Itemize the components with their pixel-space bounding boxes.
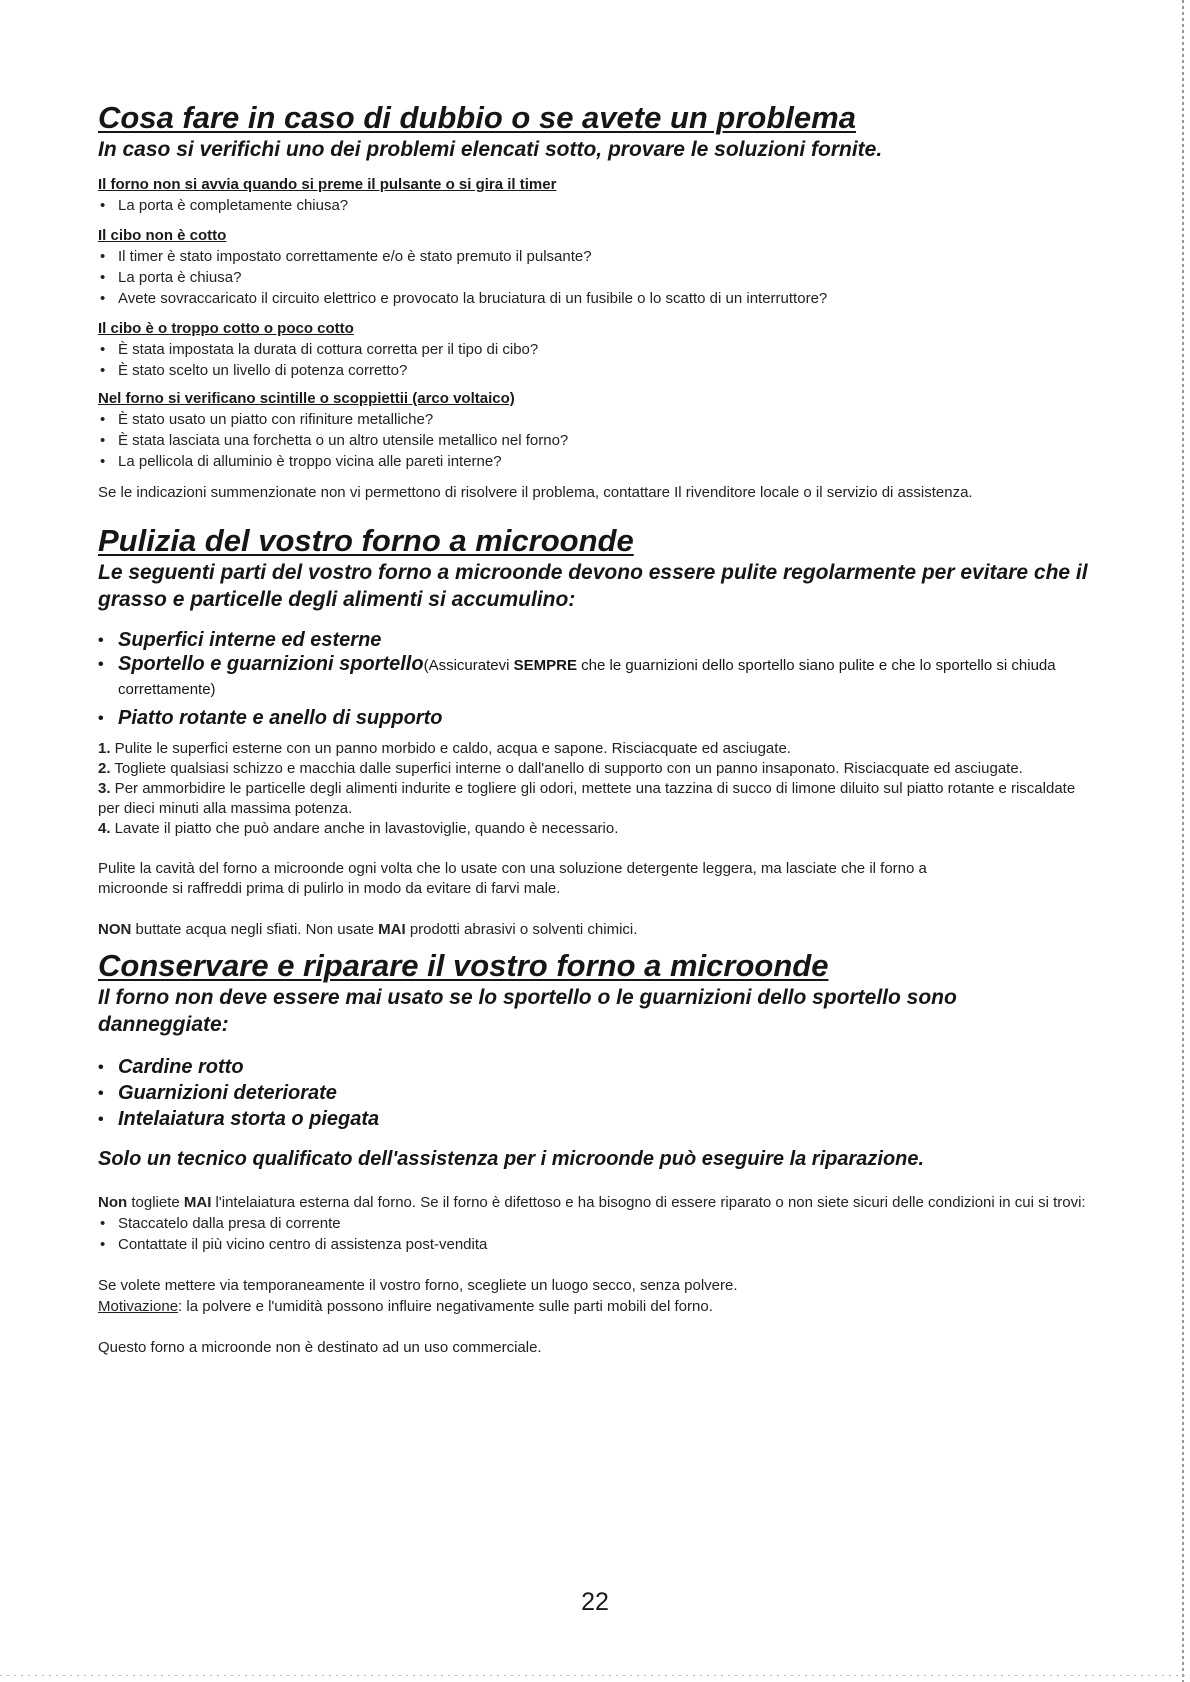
cleaning-title: Pulizia del vostro forno a microonde — [98, 523, 634, 558]
cleaning-subtitle: Le seguenti parti del vostro forno a microonde devono essere pulite regolarmente per evitare che il grasso e particelle degli alimenti si accumulino: — [98, 561, 1088, 611]
reason-note: Motivazione: la polvere e l'umidità possono influire negativamente sulle parti mobili del forno. — [98, 1298, 713, 1315]
list-item: • Il timer è stato impostato correttamente e/o è stato premuto il pulsante? — [98, 246, 1088, 267]
damage-list — [98, 1054, 1088, 1132]
vent-warning: NON buttate acqua negli sfiati. Non usate MAI prodotti abrasivi o solventi chimici. — [98, 921, 638, 938]
list-item: • È stata lasciata una forchetta o un altro utensile metallico nel forno? — [98, 430, 1088, 451]
troubleshooting-title: Cosa fare in caso di dubbio o se avete un problema — [98, 100, 856, 135]
list-item: • Cardine rotto — [98, 1054, 1088, 1080]
list-item: • Guarnizioni deteriorate — [98, 1080, 1088, 1106]
list-item: • La porta è completamente chiusa? — [98, 195, 1088, 216]
list-item: • È stato scelto un livello di potenza corretto? — [98, 360, 1088, 381]
cavity-note: Pulite la cavità del forno a microonde ogni volta che lo usate con una soluzione detergente leggera, ma lasciate che il forno a microonde si raffreddi prima di pulirlo in modo da evitare di farvi male. — [98, 860, 927, 897]
problem-checklist — [98, 339, 1088, 381]
part-label: Superfici interne ed esterne — [118, 629, 382, 651]
technician-warning: Solo un tecnico qualificato dell'assistenza per i microonde può eseguire la riparazione. — [98, 1148, 925, 1170]
page-edge-right — [1182, 0, 1184, 1682]
page-number: 22 — [581, 1588, 609, 1616]
list-item: 1. Pulite le superfici esterne con un panno morbido e caldo, acqua e sapone. Risciacquate ed asciugate. — [98, 740, 791, 757]
problem-block — [98, 319, 1088, 381]
troubleshooting-subtitle: In caso si verifichi uno dei problemi elencati sotto, provare le soluzioni fornite. — [98, 138, 883, 161]
cleaning-steps — [98, 739, 1088, 839]
problem-block — [98, 175, 1088, 216]
problem-heading: Il forno non si avvia quando si preme il pulsante o si gira il timer — [98, 176, 557, 193]
part-label: Piatto rotante e anello di supporto — [118, 707, 443, 729]
list-item: • La pellicola di alluminio è troppo vicina alle pareti interne? — [98, 451, 1088, 472]
frame-warning: Non togliete MAI l'intelaiatura esterna dal forno. Se il forno è difettoso e ha bisogno di essere riparato o non siete sicuri delle condizioni in cui si trovi: — [98, 1194, 1086, 1211]
storage-repair-subtitle: Il forno non deve essere mai usato se lo sportello o le guarnizioni dello sportello sono danneggiate: — [98, 986, 957, 1036]
list-item — [98, 705, 1088, 731]
problem-heading: Il cibo non è cotto — [98, 227, 227, 244]
commercial-note: Questo forno a microonde non è destinato ad un uso commerciale. — [98, 1339, 542, 1356]
cleaning-parts-list — [98, 627, 1088, 731]
problem-heading: Il cibo è o troppo cotto o poco cotto — [98, 320, 354, 337]
list-item: • Avete sovraccaricato il circuito elettrico e provocato la bruciatura di un fusibile o lo scatto di un interruttore? — [98, 288, 1088, 309]
storage-repair-title: Conservare e riparare il vostro forno a microonde — [98, 948, 829, 983]
list-item: 4. Lavate il piatto che può andare anche in lavastoviglie, quando è necessario. — [98, 820, 619, 837]
manual-page — [98, 100, 1088, 1358]
list-item: • È stata impostata la durata di cottura corretta per il tipo di cibo? — [98, 339, 1088, 360]
storage-note: Se volete mettere via temporaneamente il vostro forno, scegliete un luogo secco, senza polvere. — [98, 1277, 738, 1294]
problem-heading: Nel forno si verificano scintille o scoppiettii (arco voltaico) — [98, 390, 515, 407]
list-item: 2. Togliete qualsiasi schizzo e macchia dalle superfici interne o dall'anello di supporto con un panno insaponato. Risciacquate ed asciugate. — [98, 760, 1023, 777]
list-item: • Intelaiatura storta o piegata — [98, 1106, 1088, 1132]
repair-actions — [98, 1213, 1088, 1255]
list-item — [98, 627, 1088, 653]
problem-checklist — [98, 195, 1088, 216]
problem-checklist — [98, 409, 1088, 472]
list-item — [98, 653, 1088, 701]
list-item: • Staccatelo dalla presa di corrente — [98, 1213, 1088, 1234]
list-item: • Contattate il più vicino centro di assistenza post-vendita — [98, 1234, 1088, 1255]
part-note: (Assicuratevi SEMPRE che le guarnizioni dello sportello siano pulite e che lo sportello si chiuda correttamente) — [118, 657, 1056, 698]
list-item: • È stato usato un piatto con rifiniture metalliche? — [98, 409, 1088, 430]
list-item: 3. Per ammorbidire le particelle degli alimenti indurite e togliere gli odori, mettete una tazzina di succo di limone diluito sul piatto rotante e riscaldate per dieci minuti alla massima potenza. — [98, 780, 1076, 817]
part-label: Sportello e guarnizioni sportello — [118, 653, 424, 675]
page-edge-bottom — [0, 1675, 1190, 1676]
contact-note: Se le indicazioni summenzionate non vi permettono di risolvere il problema, contattare Il rivenditore locale o il servizio di assistenza. — [98, 484, 973, 501]
problem-block — [98, 226, 1088, 309]
problem-block — [98, 389, 1088, 472]
problem-checklist — [98, 246, 1088, 309]
list-item: • La porta è chiusa? — [98, 267, 1088, 288]
